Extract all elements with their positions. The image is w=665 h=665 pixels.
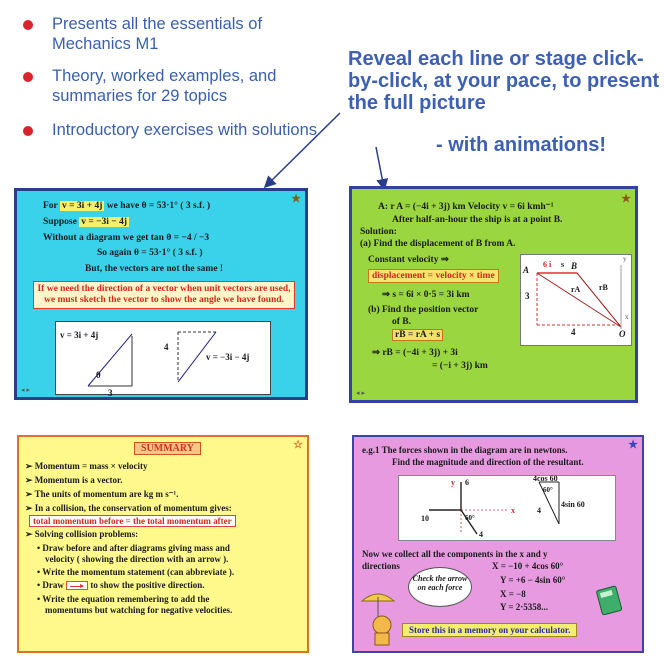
point-a-label: A: [523, 265, 530, 275]
summary-subitem: • Write the momentum statement (can abbreviate ).: [37, 567, 235, 577]
summary-item: ➢ Momentum is a vector.: [25, 475, 123, 485]
equation-y-result: Y = 2·5358...: [500, 602, 549, 612]
reveal-callout: Reveal each line or stage click-by-click, at your pace, to present the full picture: [348, 48, 660, 114]
animations-callout: - with animations!: [436, 134, 606, 156]
slide-forces[interactable]: [352, 435, 644, 653]
positive-direction-arrow-icon: [66, 581, 88, 590]
four-label: 4: [164, 342, 169, 352]
text: Draw: [42, 580, 64, 590]
summary-item: ➢ Momentum = mass × velocity: [25, 461, 148, 471]
summary-subitem: velocity ( showing the direction with an arrow ).: [45, 554, 229, 564]
text: Momentum = mass × velocity: [34, 461, 148, 471]
component-4cos-label: 4cos 60: [533, 474, 558, 483]
speech-bubble: Check the arrow on each force: [408, 567, 472, 607]
summary-subitem: • Write the equation remembering to add the: [37, 594, 210, 604]
text: For: [43, 201, 58, 211]
direction-note: If we need the direction of a vector when unit vectors are used, we must sketch the vector to show the angle we have found.: [33, 281, 295, 309]
x-axis-label: x: [511, 506, 515, 515]
slide2-line: (a) Find the displacement of B from A.: [360, 239, 516, 249]
slide2-line: After half-an-hour the ship is at a point B.: [392, 215, 563, 225]
four-label: 4: [571, 327, 576, 337]
equation-x-result: X = −8: [500, 589, 526, 599]
nav-icon[interactable]: ◂ ▸: [356, 390, 365, 397]
text: The units of momentum are kg m s⁻¹.: [34, 489, 179, 499]
left-vector-label: v = 3i + 4j: [60, 330, 99, 340]
slide1-line: [43, 217, 129, 227]
component-4sin-label: 4sin 60: [561, 500, 585, 509]
text: Suppose: [43, 217, 77, 227]
slide2-line: [392, 330, 443, 340]
slide1-line: Without a diagram we get tan θ = −4 / −3: [43, 233, 210, 243]
forces-diagram-svg: [399, 476, 617, 542]
slide1-line: [43, 201, 210, 211]
vector-highlight: v = −3i − 4j: [81, 217, 127, 227]
feature-text: Theory, worked examples, and summaries for 29 topics: [52, 67, 277, 105]
slide-vectors[interactable]: [14, 188, 308, 400]
slide4-line: Find the magnitude and direction of the resultant.: [392, 457, 584, 467]
x-axis-label: x: [625, 313, 629, 321]
point-b-label: B: [571, 261, 578, 271]
forces-diagram: [398, 475, 616, 541]
arrow-to-slide1: [266, 113, 340, 186]
text: to show the positive direction.: [90, 580, 205, 590]
summary-subitem: • Draw before and after diagrams giving mass and: [37, 543, 230, 553]
star-icon: ★: [628, 439, 638, 451]
total-momentum-box: total momentum before = the total momentum after: [29, 515, 236, 527]
text: In a collision, the conservation of momentum gives:: [34, 503, 232, 513]
slide-ship[interactable]: [349, 186, 638, 403]
slide1-line: So again θ = 53·1° ( 3 s.f. ): [97, 248, 203, 258]
force-6-label: 6: [465, 478, 469, 487]
slide2-line: Constant velocity ⇒: [368, 255, 449, 265]
right-vector-label: v = −3i − 4j: [206, 352, 250, 362]
equation-y: Y = +6 − 4sin 60°: [500, 575, 566, 585]
text: Write the equation remembering to add the: [42, 594, 210, 604]
s-label: s: [561, 260, 565, 269]
summary-subitem: • Draw to show the positive direction.: [37, 580, 205, 590]
displacement-formula: displacement = velocity × time: [368, 269, 499, 283]
origin-label: O: [619, 329, 626, 339]
vector-diagram: [55, 321, 271, 398]
y-axis-label: y: [623, 255, 627, 263]
force-4-label: 4: [479, 530, 483, 539]
angle-label: 60°: [465, 514, 475, 522]
summary-subitem: momentums but watching for negative velocities.: [45, 605, 233, 615]
y-axis-label: y: [451, 478, 455, 487]
arrow-to-slide2: [376, 147, 384, 188]
star-icon: ★: [291, 193, 301, 205]
rb-label: rB: [599, 283, 608, 292]
slide2-line: of B.: [392, 317, 411, 327]
force-4b-label: 4: [537, 506, 541, 515]
slide4-line: e.g.1 The forces shown in the diagram are in newtons.: [362, 445, 568, 455]
slide-summary[interactable]: [17, 435, 309, 653]
equation-x: X = −10 + 4cos 60°: [492, 561, 564, 571]
slide2-line: = (−i + 3j) km: [432, 361, 488, 371]
ra-label: rA: [571, 285, 581, 294]
slide2-line: ⇒ rB = (−4i + 3j) + 3i: [372, 348, 458, 358]
summary-item: ➢ Solving collision problems:: [25, 529, 139, 539]
text: Solving collision problems:: [34, 529, 139, 539]
text: we have θ = 53·1° ( 3 s.f. ): [106, 201, 211, 211]
summary-item: ➢ The units of momentum are kg m s⁻¹.: [25, 489, 179, 499]
slide4-line: Now we collect all the components in the x and y: [362, 549, 548, 559]
ship-diagram: [520, 254, 632, 346]
slide2-line: (b) Find the position vector: [368, 305, 479, 315]
lion-umbrella-icon: [358, 587, 402, 647]
store-memory-tip: Store this in a memory on your calculator.: [402, 623, 577, 637]
text: Write the momentum statement (can abbreviate ).: [42, 567, 235, 577]
three-label: 3: [108, 388, 113, 398]
text: Draw before and after diagrams giving mass and: [42, 543, 230, 553]
angle-label-2: 60°: [543, 486, 553, 494]
slide2-line: Solution:: [360, 227, 397, 237]
star-icon: ☆: [293, 439, 303, 451]
vector-highlight: v = 3i + 4j: [61, 201, 103, 211]
star-icon: ★: [621, 193, 631, 205]
position-formula: rB = rA + s: [392, 329, 443, 341]
six-i-label: 6 i: [543, 260, 552, 269]
theta-label: θ: [96, 370, 101, 380]
summary-item: ➢ In a collision, the conservation of momentum gives:: [25, 503, 232, 513]
slide2-line: ⇒ s = 6i × 0·5 = 3i km: [382, 290, 470, 300]
feature-text: Introductory exercises with solutions: [52, 121, 318, 139]
summary-title: SUMMARY: [134, 442, 201, 455]
text: Momentum is a vector.: [34, 475, 123, 485]
slide2-line: A: r A = (−4i + 3j) km Velocity v = 6i kmh⁻¹: [378, 202, 554, 212]
force-10-label: 10: [421, 514, 429, 523]
slide1-line: But, the vectors are not the same !: [85, 264, 224, 274]
feature-text: Presents all the essentials of Mechanics M1: [52, 15, 263, 53]
nav-icon[interactable]: ◂ ▸: [21, 387, 30, 394]
calculator-icon: [596, 585, 622, 615]
three-label: 3: [525, 291, 530, 301]
slide4-line: directions: [362, 561, 400, 571]
